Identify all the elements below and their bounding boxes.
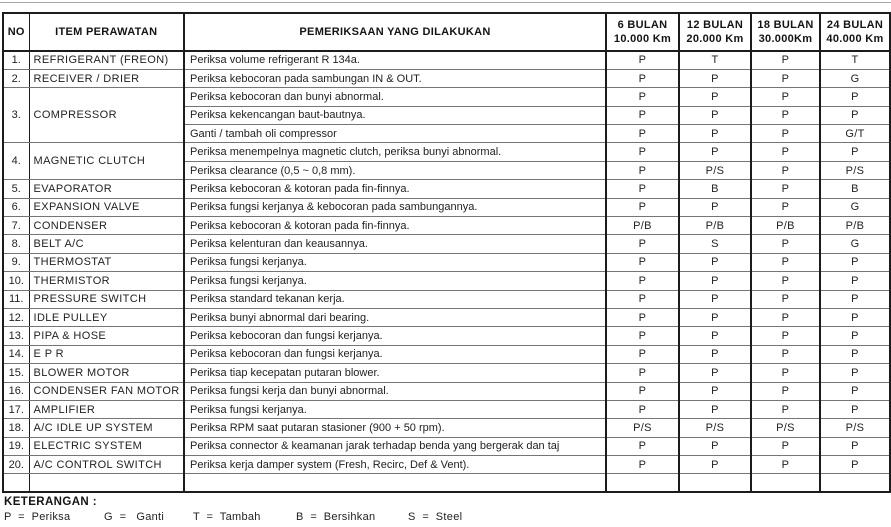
value-cell: P [679,88,751,106]
value-cell: P [679,437,751,455]
value-cell: P [751,456,820,474]
empty-row [3,474,890,492]
value-cell: P [606,69,679,87]
value-cell: P [820,272,890,290]
value-cell: G [820,69,890,87]
table-row [3,437,890,455]
table-row [3,327,890,345]
value-cell: P [679,253,751,271]
value-cell: P [820,345,890,363]
value-cell: P [606,345,679,363]
value-cell: P/S [820,419,890,437]
check-desc-cell [184,474,606,492]
value-cell: P/S [820,161,890,179]
value-cell: P [820,437,890,455]
value-cell: P [679,327,751,345]
item-cell: E P R [29,345,184,363]
no-cell [3,474,29,492]
column-header-no: NO [3,13,29,51]
table-row [3,290,890,308]
no-cell: 7. [3,217,29,235]
value-cell: P [751,161,820,179]
value-cell: P [606,180,679,198]
value-cell: S [679,235,751,253]
value-cell: G [820,198,890,216]
value-cell: P [606,290,679,308]
column-header-12-bulan [679,13,751,51]
value-cell: P [606,437,679,455]
value-cell: P [679,69,751,87]
header-row [3,13,890,51]
legend-line [0,511,891,526]
item-cell: EXPANSION VALVE [29,198,184,216]
value-cell: P [751,382,820,400]
no-cell: 20. [3,456,29,474]
check-desc-cell: Periksa fungsi kerjanya & kebocoran pada sambungannya. [184,198,606,216]
value-cell: G/T [820,125,890,143]
value-cell: P [820,456,890,474]
value-cell: P/B [679,217,751,235]
value-cell: P [606,161,679,179]
item-cell: COMPRESSOR [29,88,184,143]
check-desc-cell: Periksa kebocoran pada sambungan IN & OUT. [184,69,606,87]
table-row [3,69,890,87]
value-cell: P [751,272,820,290]
no-cell: 3. [3,88,29,143]
no-cell: 6. [3,198,29,216]
table-row [3,88,890,106]
interval-months: 12 BULAN [686,19,744,31]
value-cell: P [606,253,679,271]
value-cell: P [820,364,890,382]
value-cell: P [820,308,890,326]
value-cell: P [606,327,679,345]
interval-km: 30.000Km [758,33,813,45]
table-row [3,382,890,400]
table-row [3,400,890,418]
legend-entry-steel: S = Steel [408,511,463,523]
value-cell: P [751,88,820,106]
value-cell: P/B [606,217,679,235]
no-cell: 5. [3,180,29,198]
item-cell: ELECTRIC SYSTEM [29,437,184,455]
value-cell: P [751,437,820,455]
table-row [3,217,890,235]
value-cell: T [679,51,751,69]
no-cell: 1. [3,51,29,69]
value-cell: P/B [820,217,890,235]
value-cell [679,474,751,492]
check-desc-cell: Periksa kelenturan dan keausannya. [184,235,606,253]
value-cell: P [679,364,751,382]
column-header-item-perawatan: ITEM PERAWATAN [29,13,184,51]
value-cell: P [679,308,751,326]
check-desc-cell: Periksa clearance (0,5 ~ 0,8 mm). [184,161,606,179]
value-cell: P [751,69,820,87]
value-cell: P [606,400,679,418]
check-desc-cell: Periksa kebocoran & kotoran pada fin-finnya. [184,180,606,198]
value-cell: P [606,106,679,124]
value-cell: P [679,272,751,290]
check-desc-cell: Periksa fungsi kerjanya. [184,253,606,271]
table-row [3,51,890,69]
table-row [3,419,890,437]
value-cell: P [751,51,820,69]
no-cell: 12. [3,308,29,326]
item-cell: EVAPORATOR [29,180,184,198]
value-cell: P [751,345,820,363]
interval-km: 20.000 Km [686,33,744,45]
column-header-pemeriksaan: PEMERIKSAAN YANG DILAKUKAN [184,13,606,51]
no-cell: 11. [3,290,29,308]
check-desc-cell: Ganti / tambah oli compressor [184,125,606,143]
item-cell: PRESSURE SWITCH [29,290,184,308]
item-cell: CONDENSER [29,217,184,235]
value-cell: B [679,180,751,198]
value-cell: P [751,400,820,418]
interval-months: 6 BULAN [617,19,668,31]
value-cell: P [606,143,679,161]
value-cell: P [820,290,890,308]
legend-entry-bersihkan: B = Bersihkan [296,511,376,523]
check-desc-cell: Periksa connector & keamanan jarak terhadap benda yang bergerak dan taj [184,437,606,455]
value-cell: P [679,143,751,161]
no-cell: 4. [3,143,29,180]
legend-entry-tambah: T = Tambah [193,511,261,523]
table-row [3,180,890,198]
table-row [3,345,890,363]
value-cell: P [679,106,751,124]
check-desc-cell: Periksa tiap kecepatan putaran blower. [184,364,606,382]
value-cell: P [820,88,890,106]
interval-km: 10.000 Km [613,33,672,45]
no-cell: 17. [3,400,29,418]
table-row [3,364,890,382]
no-cell: 2. [3,69,29,87]
no-cell: 15. [3,364,29,382]
check-desc-cell: Periksa menempelnya magnetic clutch, periksa bunyi abnormal. [184,143,606,161]
item-cell: PIPA & HOSE [29,327,184,345]
value-cell: T [820,51,890,69]
table-row [3,143,890,161]
value-cell: P [606,364,679,382]
item-cell [29,474,184,492]
value-cell: P [751,253,820,271]
value-cell: P/S [606,419,679,437]
no-cell: 13. [3,327,29,345]
item-cell: IDLE PULLEY [29,308,184,326]
value-cell: P [679,456,751,474]
value-cell: P [679,400,751,418]
value-cell: P [606,308,679,326]
check-desc-cell: Periksa kerja damper system (Fresh, Recirc, Def & Vent). [184,456,606,474]
value-cell: P [751,106,820,124]
check-desc-cell: Periksa volume refrigerant R 134a. [184,51,606,69]
check-desc-cell: Periksa bunyi abnormal dari bearing. [184,308,606,326]
value-cell: P [606,272,679,290]
value-cell: P [751,327,820,345]
no-cell: 8. [3,235,29,253]
item-cell: A/C IDLE UP SYSTEM [29,419,184,437]
value-cell: P [820,327,890,345]
value-cell: B [820,180,890,198]
value-cell: P [820,400,890,418]
legend-entry-periksa: P = Periksa [4,511,71,523]
value-cell: P [751,180,820,198]
table-row [3,198,890,216]
value-cell: P [606,456,679,474]
check-desc-cell: Periksa kekencangan baut-bautnya. [184,106,606,124]
table-row [3,253,890,271]
value-cell: P [751,364,820,382]
table-row [3,308,890,326]
check-desc-cell: Periksa kebocoran & kotoran pada fin-finnya. [184,217,606,235]
table-row [3,272,890,290]
value-cell: P [751,290,820,308]
value-cell: P/S [679,161,751,179]
value-cell: P [606,88,679,106]
value-cell: P [606,51,679,69]
check-desc-cell: Periksa kebocoran dan bunyi abnormal. [184,88,606,106]
interval-months: 24 BULAN [826,19,884,31]
check-desc-cell: Periksa kebocoran dan fungsi kerjanya. [184,345,606,363]
value-cell: P/S [751,419,820,437]
check-desc-cell: Periksa fungsi kerjanya. [184,400,606,418]
column-header-24-bulan [820,13,890,51]
column-header-6-bulan [606,13,679,51]
value-cell: P [679,345,751,363]
table-body [3,51,890,492]
value-cell: G [820,235,890,253]
item-cell: REFRIGERANT (FREON) [29,51,184,69]
item-cell: THERMOSTAT [29,253,184,271]
value-cell: P [679,125,751,143]
no-cell: 16. [3,382,29,400]
value-cell: P [606,125,679,143]
no-cell: 18. [3,419,29,437]
value-cell: P [820,382,890,400]
check-desc-cell: Periksa fungsi kerja dan bunyi abnormal. [184,382,606,400]
check-desc-cell: Periksa RPM saat putaran stasioner (900 + 50 rpm). [184,419,606,437]
scan-page-top-edge [0,2,891,3]
no-cell: 10. [3,272,29,290]
value-cell: P [820,143,890,161]
value-cell: P [751,125,820,143]
item-cell: THERMISTOR [29,272,184,290]
value-cell: P [751,143,820,161]
item-cell: AMPLIFIER [29,400,184,418]
value-cell: P [606,382,679,400]
interval-km: 40.000 Km [826,33,884,45]
legend-entry-ganti: G = Ganti [104,511,165,523]
no-cell: 14. [3,345,29,363]
item-cell: CONDENSER FAN MOTOR [29,382,184,400]
legend-title: KETERANGAN : [4,496,97,508]
value-cell: P [751,235,820,253]
value-cell: P [606,235,679,253]
value-cell: P [820,253,890,271]
value-cell [751,474,820,492]
table-row [3,456,890,474]
value-cell: P [751,198,820,216]
value-cell: P [820,106,890,124]
no-cell: 19. [3,437,29,455]
table-row [3,235,890,253]
value-cell: P [751,308,820,326]
item-cell: RECEIVER / DRIER [29,69,184,87]
check-desc-cell: Periksa standard tekanan kerja. [184,290,606,308]
value-cell: P [606,198,679,216]
item-cell: MAGNETIC CLUTCH [29,143,184,180]
value-cell: P [679,290,751,308]
value-cell [820,474,890,492]
check-desc-cell: Periksa kebocoran dan fungsi kerjanya. [184,327,606,345]
value-cell: P/B [751,217,820,235]
column-header-18-bulan [751,13,820,51]
item-cell: A/C CONTROL SWITCH [29,456,184,474]
interval-months: 18 BULAN [757,19,814,31]
item-cell: BLOWER MOTOR [29,364,184,382]
value-cell: P [679,382,751,400]
table-header [3,13,890,51]
no-cell: 9. [3,253,29,271]
value-cell: P/S [679,419,751,437]
maintenance-schedule-table [2,12,891,493]
value-cell: P [679,198,751,216]
value-cell [606,474,679,492]
item-cell: BELT A/C [29,235,184,253]
check-desc-cell: Periksa fungsi kerjanya. [184,272,606,290]
